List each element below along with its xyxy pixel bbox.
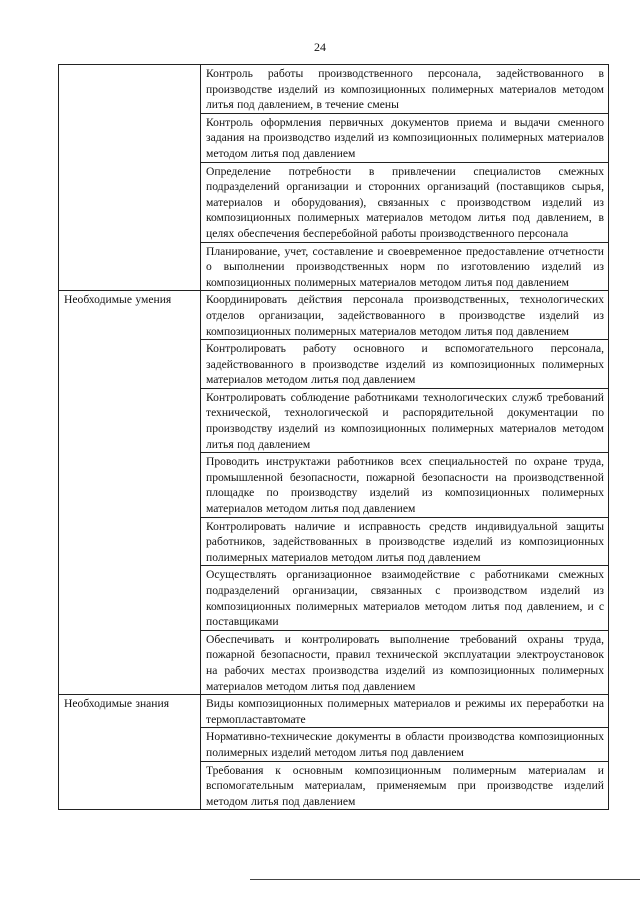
table-row bbox=[59, 65, 609, 114]
section-label: Необходимые знания bbox=[59, 695, 201, 810]
requirement-item: Планирование, учет, составление и своевременное предоставление отчетности о выполнении производственных норм по изготовлению изделий из композиционных полимерных материалов методом литья под давлением bbox=[201, 242, 609, 291]
requirement-item: Виды композиционных полимерных материалов и режимы их переработки на термопластавтомате bbox=[201, 695, 609, 728]
requirement-item: Проводить инструктажи работников всех специальностей по охране труда, промышленной безопасности, пожарной безопасности на производственной площадке по производству изделий из композиционных полимерных материалов методом литья под давлением bbox=[201, 453, 609, 517]
requirement-item: Контролировать работу основного и вспомогательного персонала, задействованного в производстве изделий из композиционных полимерных материалов методом литья под давлением bbox=[201, 340, 609, 389]
requirement-item: Контролировать наличие и исправность средств индивидуальной защиты работников, задействованных в производстве изделий из композиционных полимерных материалов методом литья под давлением bbox=[201, 517, 609, 566]
requirements-table bbox=[58, 64, 609, 810]
page-number: 24 bbox=[314, 40, 326, 54]
requirement-item: Контроль оформления первичных документов приема и выдачи сменного задания на производство изделий из композиционных полимерных материалов методом литья под давлением bbox=[201, 113, 609, 162]
requirements-table-body bbox=[59, 65, 609, 810]
requirement-item: Осуществлять организационное взаимодействие с работниками смежных подразделений организации, связанных с производством изделий из композиционных полимерных материалов методом литья под давлением, и с поставщиками bbox=[201, 566, 609, 630]
bottom-rule bbox=[250, 879, 640, 880]
requirement-item: Координировать действия персонала производственных, технологических отделов организации, задействованного в производстве изделий из композиционных полимерных материалов методом литья под давлением bbox=[201, 291, 609, 340]
table-row bbox=[59, 291, 609, 340]
section-label: Необходимые умения bbox=[59, 291, 201, 695]
requirement-item: Нормативно-технические документы в области производства композиционных полимерных изделий методом литья под давлением bbox=[201, 728, 609, 761]
requirement-item: Контроль работы производственного персонала, задействованного в производстве изделий из композиционных полимерных материалов методом литья под давлением, в течение смены bbox=[201, 65, 609, 114]
requirement-item: Обеспечивать и контролировать выполнение требований охраны труда, пожарной безопасности, правил технической эксплуатации электроустановок на рабочих местах производства изделий из композиционных полимерных материалов методом литья под давлением bbox=[201, 630, 609, 694]
requirement-item: Контролировать соблюдение работниками технологических служб требований технической, технологической и распорядительной документации по производству изделий из композиционных полимерных материалов методом литья под давлением bbox=[201, 388, 609, 452]
section-label bbox=[59, 65, 201, 291]
table-row bbox=[59, 695, 609, 728]
requirement-item: Определение потребности в привлечении специалистов смежных подразделений организации и сторонних организаций (поставщиков сырья, материалов и оборудования), связанных с производством изделий из композиционных полимерных материалов методом литья под давлением, в целях обеспечения бесперебойной работы производственного персонала bbox=[201, 162, 609, 242]
requirement-item: Требования к основным композиционным полимерным материалам и вспомогательным материалам, применяемым при производстве изделий методом литья под давлением bbox=[201, 761, 609, 810]
